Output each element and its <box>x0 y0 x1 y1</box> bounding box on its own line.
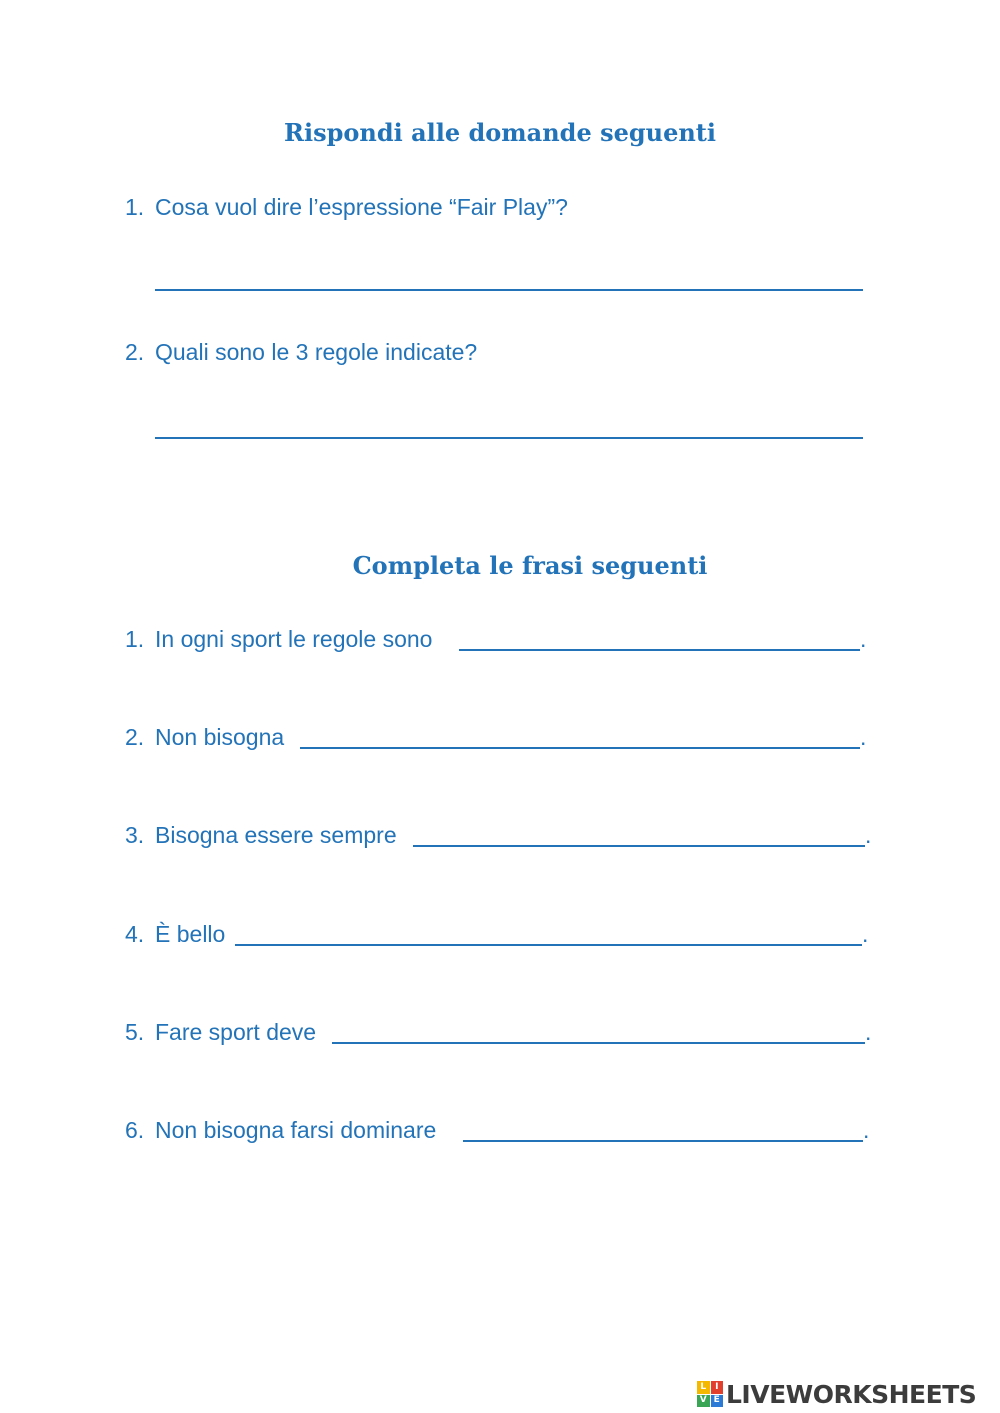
sentence-1 <box>125 624 432 654</box>
liveworksheets-logo <box>697 1378 976 1410</box>
sentence-number: 1. <box>125 626 145 652</box>
question-text: Cosa vuol dire l’espressione “Fair Play”? <box>155 194 568 220</box>
blank-3[interactable] <box>413 845 865 847</box>
question-text: Quali sono le 3 regole indicate? <box>155 339 478 365</box>
sentence-text: In ogni sport le regole sono <box>155 626 433 652</box>
answer-line-2[interactable] <box>155 437 863 439</box>
section-title-complete: Completa le frasi seguenti <box>352 551 708 580</box>
logo-mark-letter: E <box>711 1395 724 1408</box>
question-1 <box>125 192 568 222</box>
sentence-text: Non bisogna <box>155 724 285 750</box>
period-2: . <box>860 724 867 750</box>
sentence-number: 6. <box>125 1117 145 1143</box>
period-5: . <box>865 1019 872 1045</box>
period-6: . <box>863 1117 870 1143</box>
period-1: . <box>860 626 867 652</box>
sentence-text: Fare sport deve <box>155 1019 317 1045</box>
sentence-number: 3. <box>125 822 145 848</box>
sentence-number: 4. <box>125 921 145 947</box>
sentence-6 <box>125 1115 436 1145</box>
question-number: 1. <box>125 194 145 220</box>
sentence-3 <box>125 820 397 850</box>
sentence-2 <box>125 722 284 752</box>
section-title-questions: Rispondi alle domande seguenti <box>284 118 716 147</box>
logo-mark-icon <box>697 1381 723 1407</box>
blank-4[interactable] <box>235 944 862 946</box>
logo-mark-letter: I <box>711 1381 724 1394</box>
sentence-number: 5. <box>125 1019 145 1045</box>
sentence-4 <box>125 919 225 949</box>
blank-1[interactable] <box>459 649 860 651</box>
sentence-5 <box>125 1017 316 1047</box>
period-3: . <box>865 822 872 848</box>
period-4: . <box>862 921 869 947</box>
blank-5[interactable] <box>332 1042 865 1044</box>
blank-2[interactable] <box>300 747 860 749</box>
logo-mark-letter: L <box>697 1381 710 1394</box>
logo-text: LIVEWORKSHEETS <box>726 1379 977 1409</box>
sentence-text: È bello <box>155 921 226 947</box>
sentence-text: Non bisogna farsi dominare <box>155 1117 437 1143</box>
question-number: 2. <box>125 339 145 365</box>
answer-line-1[interactable] <box>155 289 863 291</box>
question-2 <box>125 337 477 367</box>
logo-mark-letter: V <box>697 1395 710 1408</box>
sentence-text: Bisogna essere sempre <box>155 822 397 848</box>
sentence-number: 2. <box>125 724 145 750</box>
blank-6[interactable] <box>463 1140 863 1142</box>
